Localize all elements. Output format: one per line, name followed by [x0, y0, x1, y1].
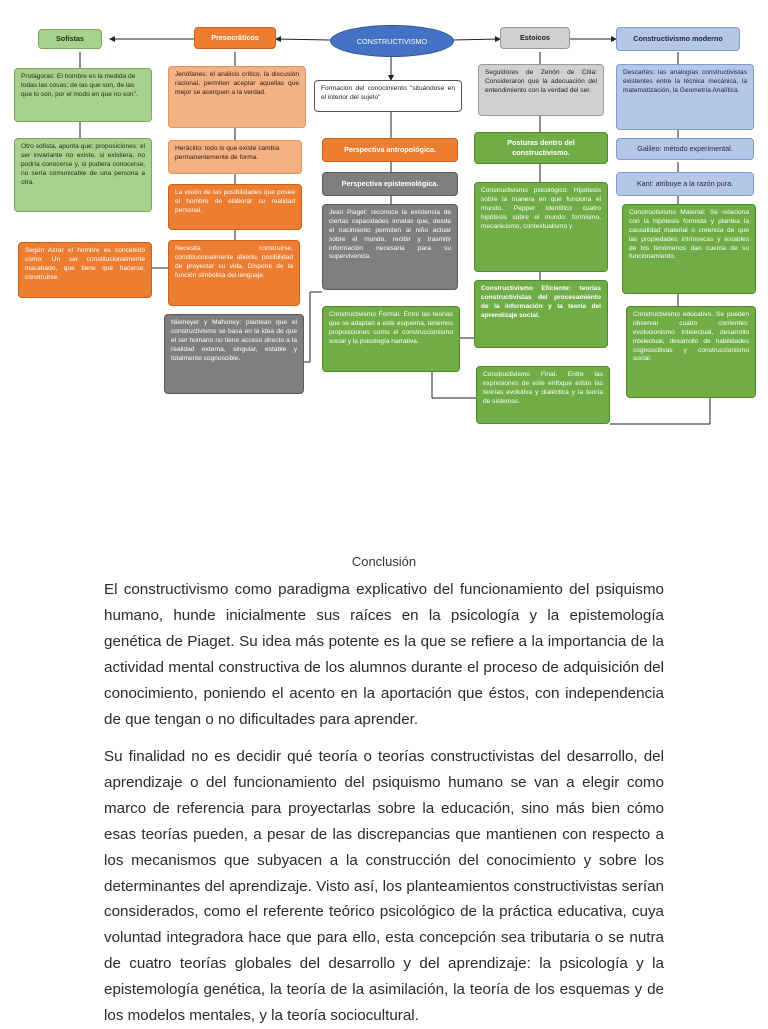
formal-node: Constructivismo Formal. Entre las teorías que se adaptan a este esquema, tenemos proposiciones como el construccionismo social y la psicología narrativa.	[322, 306, 460, 372]
posturas-header: Posturas dentro del constructivismo.	[474, 132, 608, 164]
zenon-node: Seguidores de Zenón de Citia: Consideraron que la adecuación del entendimiento con la verdad del ser.	[478, 64, 604, 116]
constructivismo-center-node: CONSTRUCTIVISMO	[330, 25, 454, 57]
sofistas-header: Sofistas	[38, 29, 102, 49]
material-node: Constructivismo Material: Se relaciona con la hipótesis formista y plantea la causalidad material o creencia de que las propiedades intrínsecas y estables de los fenómenos dan cuenta de su funcionamiento.	[622, 204, 756, 294]
perspectiva-epistemologica-node: Perspectiva epistemológica.	[322, 172, 458, 196]
jenofanes-node: Jenófanes: el análisis crítico, la discusión racional, permiten aceptar aquellas que mejor se acerquen a la verdad.	[168, 66, 306, 128]
psicologico-node: Constructivismo psicológico: Hipótesis sobre la manera en que funciona el mundo. Pepper identificó cuatro hipótesis sobre el mundo: formismo, mecanicismo, contextualismo y	[474, 182, 608, 272]
descartes-node: Descartes: las analogías constructivistas existentes entre la técnica mecánica, la matematización, la Geometría Analítica.	[616, 64, 754, 130]
conclusion-paragraph-2: Su finalidad no es decidir qué teoría o teorías constructivistas del desarrollo, del aprendizaje o del funcionamiento del psiquismo humano se van a elegir como marco de referencia para proyectarlas sobre la educación, sino más bien cómo esas teorías pueden, a pesar de las discrepancias que mantienen con respecto a los mecanismos que subyacen a la construcción del conocimiento y sobre los determinantes del aprendizaje. Visto así, los planteamientos constructivistas serían considerados, como el referente teórico psicológico de la práctica educativa, cuya voluntad integradora hace que para ello, esta concepción sea tributaria o se nutra de cuatro teorías globales del desarrollo y del aprendizaje: la psicología y la epistemología genética, la teoría de la asimilación, la teoría de los esquemas y de los modelos mentales, y la teoría sociocultural.	[104, 748, 664, 1025]
galileo-node: Galileo: método experimental.	[616, 138, 754, 160]
conclusion-paragraph-1: El constructivismo como paradigma explicativo del funcionamiento del psiquismo humano, hunde inicialmente sus raíces en la psicología y la epistemología genética de Piaget. Su idea más potente es la que se refiere a la importancia de la actividad mental constructiva de los alumnos durante el proceso de adquisición del conocimiento, poniendo el acento en la aportación que éstos, con independencia de que tengan o no dificultades para aprender.	[104, 581, 664, 728]
niemeyer-node: Niemeyer y Mahoney: plantean que el constructivismo se basa en la idea de que el ser humano no tiene acceso directo a la realidad externa, singular, estable y totalmente cognoscible.	[164, 314, 304, 394]
perspectiva-antropologica-node: Perspectiva antropológica.	[322, 138, 458, 162]
formacion-node: Formación del conocimiento "situándose en el interior del sujeto"	[314, 80, 462, 112]
final-node: Constructivismo Final. Entre las expresiones de este enfoque están las teorías evolutiva y dialéctica y la teoría de sistemas.	[476, 366, 610, 424]
concept-map	[0, 0, 768, 440]
estoicos-header: Estoicos	[500, 27, 570, 49]
azrar-node: Según Azrar el hombre es concebido como: Un ser constitucionalmente inacabado, que tiene que hacerse, construirse.	[18, 242, 152, 298]
protagoras-node: Protágoras: El hombre es la medida de todas las cosas; de las que son, de las que lo son, por el modo en que no son".	[14, 68, 152, 122]
moderno-header: Constructivismo moderno	[616, 27, 740, 51]
educativo-node: Constructivismo educativo. Se pueden observar cuatro corrientes: evolucionismo intelectual, desarrollo intelectual, desarrollo de habilidades cognoscitivas y construccionismo social.	[626, 306, 756, 398]
vision-node: La visión de las posibilidades que posee el hombre de elaborar su realidad personal.	[168, 184, 302, 230]
conclusion-title: Conclusión	[351, 554, 417, 569]
heraclito-node: Heráclito: todo lo que existe cambia permanentemente de forma.	[168, 140, 302, 174]
kant-node: Kant: atribuye a la razón pura.	[616, 172, 754, 196]
piaget-node: Jean Piaget: reconoce la existencia de ciertas capacidades innatas que, desde el nacimiento permiten al niño actuar sobre el mundo, recibir y trasmitir información necesaria para su supervivencia.	[322, 204, 458, 290]
eficiente-node: Constructivismo Eficiente: teorías constructivistas del procesamiento de la información y la teoría del aprendizaje social.	[474, 280, 608, 348]
necesita-node: Necesita construirse, constitucionalmente abierto, posibilidad de proyectar su vida, Dispone de la función simbólica del lenguaje.	[168, 240, 300, 306]
otro-sofista-node: Otro sofista, apunta que: proposiciones: el ser invariante no existe, si existiera, no podría conocerse y, si pudiera conocerse, no sería comunicable de una persona a otra.	[14, 138, 152, 212]
presocraticos-header: Presocráticos	[194, 27, 276, 49]
